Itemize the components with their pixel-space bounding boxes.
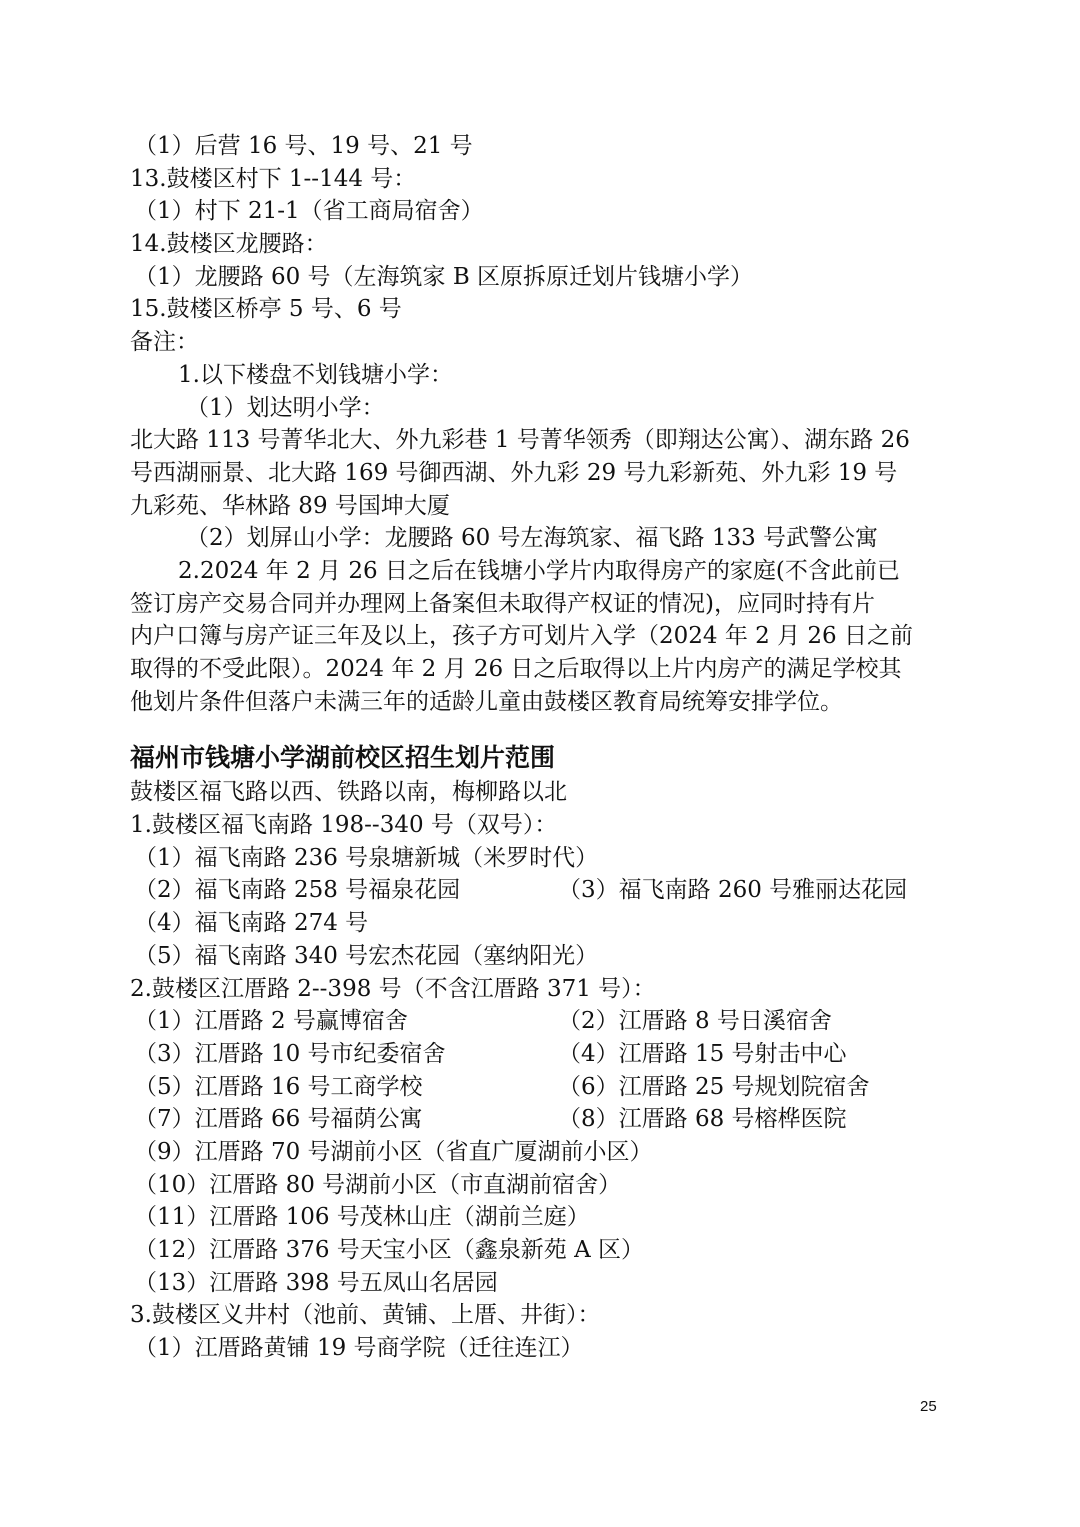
note-2-line: 他划片条件但落户未满三年的适龄儿童由鼓楼区教育局统筹安排学位。 <box>130 688 843 715</box>
list-item-pair <box>130 1038 950 1071</box>
note-1-body-line: 九彩苑、华林路 89 号国坤大厦 <box>130 492 450 519</box>
list-item-pair <box>130 1005 950 1038</box>
page-content <box>130 130 950 1365</box>
list-item: （1）村下 21-1（省工商局宿舍） <box>134 198 484 225</box>
list-item: （1）后营 16 号、19 号、21 号 <box>134 133 473 159</box>
section-gap <box>130 718 950 740</box>
list-item: （10）江厝路 80 号湖前小区（市直湖前宿舍） <box>134 1171 622 1198</box>
group-3-title: 3.鼓楼区义井村（池前、黄铺、上厝、井街）： <box>130 1302 601 1329</box>
note-1-sub-2: （2）划屏山小学：龙腰路 60 号左海筑家、福飞路 133 号武警公寓 <box>186 525 879 552</box>
note-2-line: 内户口簿与房产证三年及以上，孩子方可划片入学（2024 年 2 月 26 日之前 <box>130 623 913 650</box>
note-1-title: 1.以下楼盘不划钱塘小学： <box>178 361 453 388</box>
list-item: （6）江厝路 25 号规划院宿舍 <box>558 1073 870 1100</box>
list-item: （4）福飞南路 274 号 <box>134 910 369 937</box>
list-item: （7）江厝路 66 号福荫公寓 <box>134 1106 423 1133</box>
section-title: 福州市钱塘小学湖前校区招生划片范围 <box>130 743 556 773</box>
page-number: 25 <box>920 1398 937 1415</box>
list-item-pair <box>130 1103 950 1136</box>
note-2-line: 2.2024 年 2 月 26 日之后在钱塘小学片内取得房产的家庭(不含此前已 <box>178 557 900 584</box>
list-heading: 13.鼓楼区村下 1--144 号： <box>130 165 417 192</box>
section-intro: 鼓楼区福飞路以西、铁路以南，梅柳路以北 <box>130 779 567 806</box>
list-item: （4）江厝路 15 号射击中心 <box>558 1040 847 1067</box>
list-item: （1）福飞南路 236 号泉塘新城（米罗时代） <box>134 844 599 871</box>
list-item: （12）江厝路 376 号天宝小区（鑫泉新苑 A 区） <box>134 1237 645 1263</box>
group-2-title: 2.鼓楼区江厝路 2--398 号（不含江厝路 371 号）： <box>130 975 656 1002</box>
note-2-line: 取得的不受此限）。2024 年 2 月 26 日之后取得以上片内房产的满足学校其 <box>130 656 902 682</box>
list-item: （2）江厝路 8 号日溪宿舍 <box>558 1008 832 1035</box>
list-heading: 15.鼓楼区桥亭 5 号、6 号 <box>130 296 402 323</box>
list-item-pair <box>130 874 950 907</box>
list-item: （3）江厝路 10 号市纪委宿舍 <box>134 1040 446 1067</box>
note-2-line: 签订房产交易合同并办理网上备案但未取得产权证的情况)，应同时持有片 <box>130 590 875 617</box>
list-item: （5）江厝路 16 号工商学校 <box>134 1073 423 1100</box>
list-item-pair <box>130 1071 950 1104</box>
list-item: （3）福飞南路 260 号雅丽达花园 <box>558 877 908 904</box>
note-1-body-line: 北大路 113 号菁华北大、外九彩巷 1 号菁华领秀（即翔达公寓）、湖东路 26 <box>130 427 910 454</box>
list-heading: 14.鼓楼区龙腰路： <box>130 231 328 258</box>
list-item: （1）江厝路黄铺 19 号商学院（迁往连江） <box>134 1335 584 1362</box>
list-item: （13）江厝路 398 号五凤山名居园 <box>134 1269 498 1296</box>
list-item: （11）江厝路 106 号茂林山庄（湖前兰庭） <box>134 1204 590 1231</box>
note-1-body-line: 号西湖丽景、北大路 169 号御西湖、外九彩 29 号九彩新苑、外九彩 19 号 <box>130 459 898 486</box>
group-1-title: 1.鼓楼区福飞南路 198--340 号（双号）： <box>130 812 558 839</box>
list-item: （2）福飞南路 258 号福泉花园 <box>134 877 461 904</box>
list-item: （1）江厝路 2 号赢博宿舍 <box>134 1008 408 1035</box>
list-item: （9）江厝路 70 号湖前小区（省直广厦湖前小区） <box>134 1138 653 1165</box>
list-item: （1）龙腰路 60 号（左海筑家 B 区原拆原迁划片钱塘小学） <box>134 263 754 290</box>
remarks-label: 备注： <box>130 329 199 356</box>
note-1-sub-1: （1）划达明小学： <box>186 394 385 421</box>
list-item: （5）福飞南路 340 号宏杰花园（塞纳阳光） <box>134 942 599 969</box>
list-item: （8）江厝路 68 号榕桦医院 <box>558 1106 847 1133</box>
